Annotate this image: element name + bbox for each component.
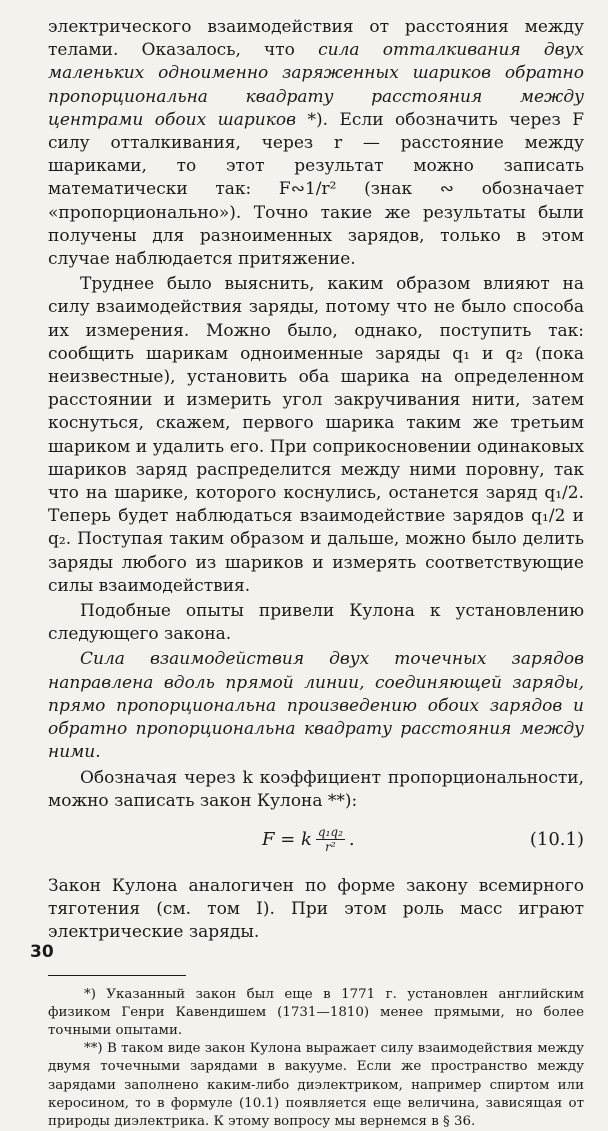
paragraph-5: Обозначая через k коэффициент пропорциональности, можно записать закон Кулона **): (48, 767, 584, 811)
formula-denominator: r² (325, 839, 336, 854)
formula-number: (10.1) (529, 828, 584, 850)
paragraph-1-start: электрического взаимодействия от расстояния между телами. Оказалось, что (48, 17, 584, 61)
paragraph-1-emphasis: сила отталкивания двух маленьких одноименно заряженных шариков обратно пропорциональна квадрату расстояния между центрами обоих шариков (48, 40, 584, 130)
paragraph-1 (48, 16, 584, 271)
formula-tail: . (348, 828, 355, 850)
coulomb-law-statement: Сила взаимодействия двух точечных зарядов направлена вдоль прямой линии, соединяющей заряды, прямо пропорциональна произведению обоих зарядов и обратно пропорциональна квадрату расстояния между ними. (48, 649, 584, 763)
formula-lhs: F = k (262, 828, 312, 850)
paragraph-after-formula: Закон Кулона аналогичен по форме закону всемирного тяготения (см. том I). При этом роль масс играют электрические заряды. (48, 875, 584, 943)
footnote-1: *) Указанный закон был еще в 1771 г. установлен английским физиком Генри Кавендишем (1731—1810) менее прямыми, но более точными опытами. (48, 986, 584, 1038)
footnote-2: **) В таком виде закон Кулона выражает силу взаимодействия между двумя точечными зарядами в вакууме. Если же пространство между зарядами заполнено каким-либо диэлектриком, например спиртом или керосином, то в формуле (10.1) появляется еще величина, зависящая от природы диэлектрика. К этому вопросу мы вернемся в § 36. (48, 1041, 584, 1129)
paragraph-3: Подобные опыты привели Кулона к установлению следующего закона. (48, 601, 584, 645)
footnote-divider (48, 975, 186, 976)
formula-numerator: q₁q₂ (317, 824, 343, 839)
paragraph-2: Труднее было выяснить, каким образом влияют на силу взаимодействия заряды, потому что не было способа их измерения. Можно было, однако, поступить так: сообщить шарикам одноименные заряды q₁ и q₂ (пока неизвестные), установить оба шарика на определенном расстоянии и измерить угол закручивания нити, затем коснуться, скажем, первого шарика таким же третьим шариком и удалить его. При соприкосновении одинаковых шариков заряд распределится между ними поровну, так что на шарике, которого коснулись, останется заряд q₁/2. Теперь будет наблюдаться взаимодействие зарядов q₁/2 и q₂. Поступая таким образом и дальше, можно было делить заряды любого из шариков и измерять соответствующие силы взаимодействия. (48, 274, 584, 596)
formula-expression (262, 825, 355, 854)
formula-fraction (316, 825, 345, 854)
page-body (48, 16, 584, 1131)
page-number: 30 (30, 942, 54, 962)
coulomb-formula (48, 819, 584, 865)
paragraph-1-end: *). Если обозначить через F силу отталкивания, через r — расстояние между шариками, то этот результат можно записать математически так: F∾1/r² (знак ∾ обозначает «пропорционально»). Точно такие же результаты были получены для разноименных зарядов, только в этом случае наблюдается притяжение. (48, 109, 584, 270)
